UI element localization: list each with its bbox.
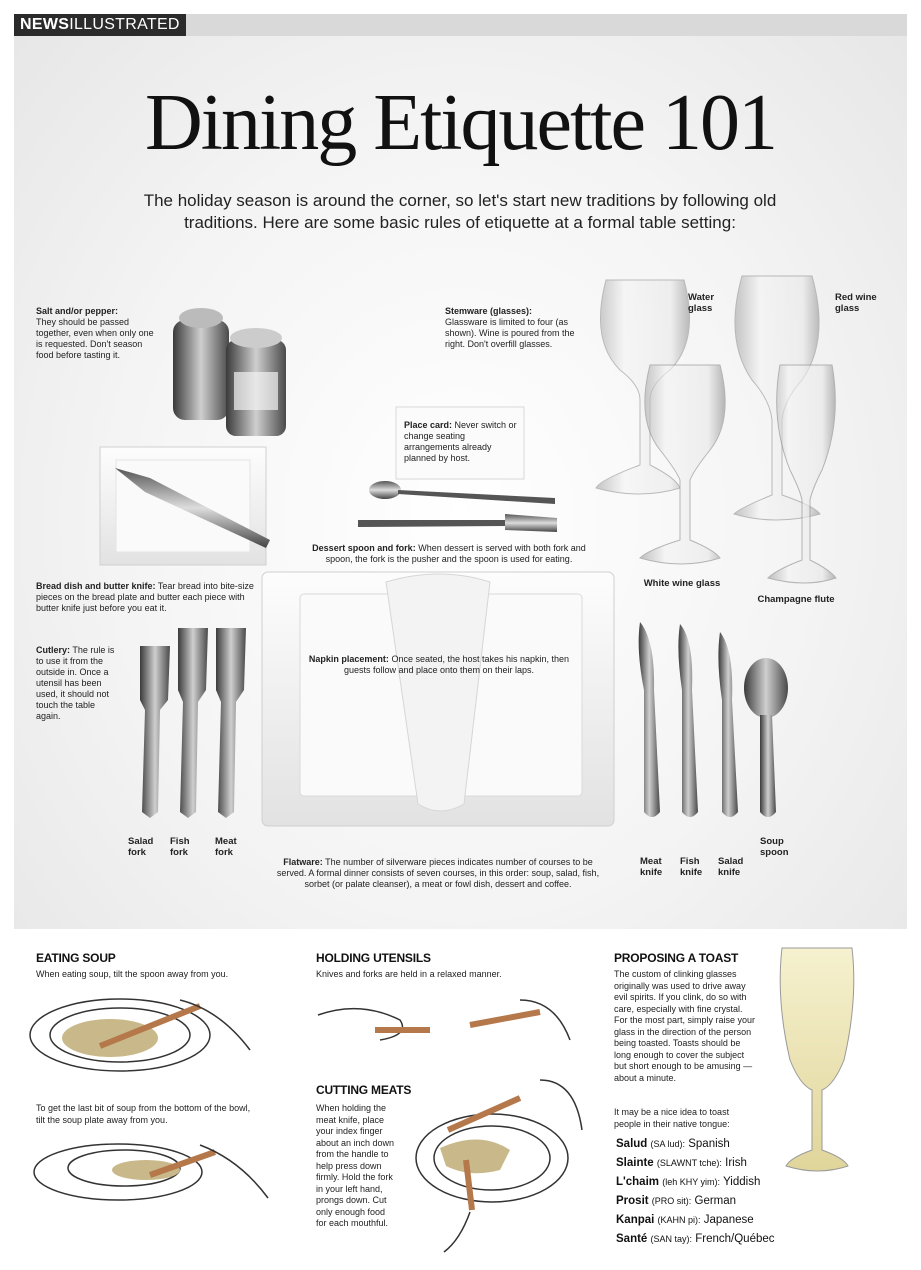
note-place-card: [404, 420, 518, 464]
note-bread: [36, 581, 258, 614]
page-title: Dining Etiquette 101: [144, 79, 776, 167]
label-water-glass: Water glass: [688, 292, 715, 314]
note-body: Once seated, the host takes his napkin, then guests follow and place onto them on their laps.: [343, 654, 570, 675]
dessert-utensils: [358, 481, 557, 532]
label-meat-fork: Meat fork: [215, 836, 237, 858]
note-body: They should be passed together, even when only one is requested. Don't season food before tasting it.: [36, 317, 154, 360]
label-champagne-flute: Champagne flute: [757, 594, 835, 605]
bread-plate: [100, 447, 270, 565]
section-text-toast-1: The custom of clinking glasses originally was used to drive away evil spirits. If you clink, do so with care, especially with fine crystal. For the most part, simply raise your glass in the direction of the person being toasted. Toasts should be long enough to cover the subject but short enough to be amusing — about a minute.: [614, 969, 756, 1083]
note-salt-pepper: [36, 306, 162, 361]
note-cutlery: [36, 645, 116, 722]
holding-utensils-illustration: [318, 1000, 570, 1040]
section-text-eating-soup-2: To get the last bit of soup from the bottom of the bowl, tilt the soup plate away from you.: [36, 1103, 251, 1125]
toast-lang: German: [694, 1195, 737, 1207]
dinner-plates: [262, 572, 614, 826]
note-body: Never switch or change seating arrangements already planned by host.: [404, 420, 517, 463]
note-head: Place card:: [404, 420, 453, 430]
label-white-wine-glass: White wine glass: [643, 578, 721, 589]
section-text-eating-soup-1: When eating soup, tilt the spoon away from you.: [36, 969, 229, 979]
section-title-holding-utensils: HOLDING UTENSILS: [316, 951, 431, 965]
toast-lang: Yiddish: [723, 1176, 761, 1188]
toast-pron: (SAN tay):: [650, 1234, 693, 1244]
note-head: Cutlery:: [36, 645, 71, 655]
toast-word: Santé: [616, 1233, 648, 1245]
note-napkin: [306, 654, 572, 676]
note-head: Flatware:: [283, 857, 323, 867]
eating-soup-illustration: [30, 999, 268, 1200]
label-fish-knife: Fish knife: [680, 856, 703, 878]
note-flatware: [270, 857, 606, 890]
salt-pepper-shakers: [173, 308, 286, 436]
page-subtitle: The holiday season is around the corner, so let's start new traditions by following old traditions. Here are some basic rules of etiquette at a formal table setting:: [143, 191, 777, 232]
toast-word: Salud: [616, 1138, 648, 1150]
toast-lang: French/Québec: [695, 1233, 775, 1245]
stemware-glasses: [596, 276, 836, 583]
toast-pron: (PRO sit):: [651, 1196, 692, 1206]
note-body: Tear bread into bite-size pieces on the bread plate and butter each piece with butter knife just before you eat it.: [36, 581, 254, 613]
label-meat-knife: Meat knife: [640, 856, 663, 878]
toast-pron: (SLAWNT tche):: [656, 1158, 722, 1168]
section-title-eating-soup: EATING SOUP: [36, 951, 116, 965]
toast-champagne-glass: [762, 929, 874, 1179]
section-title-cutting-meats: CUTTING MEATS: [316, 1083, 412, 1097]
note-head: Napkin placement:: [308, 654, 389, 664]
forks: [140, 628, 246, 818]
note-head: Stemware (glasses):: [445, 306, 533, 316]
note-head: Bread dish and butter knife:: [36, 581, 156, 591]
toast-pron: (SA lud):: [650, 1139, 686, 1149]
toast-item: [616, 1138, 730, 1150]
toast-word: Prosit: [616, 1195, 649, 1207]
section-text-cutting-meats: When holding the meat knife, place your index finger about an inch down from the handle to help press down firmly. Hold the fork in your left hand, prongs down. Cut only enough food for each mouthful.: [316, 1103, 395, 1228]
toast-pron: (leh KHY yim):: [662, 1177, 721, 1187]
section-text-holding-utensils: Knives and forks are held in a relaxed manner.: [316, 969, 502, 979]
note-body: When dessert is served with both fork and spoon, the fork is the pusher and the spoon is used for eating.: [325, 543, 586, 564]
toast-lang: Irish: [725, 1157, 747, 1169]
label-fish-fork: Fish fork: [170, 836, 190, 858]
toast-word: Slainte: [616, 1157, 654, 1169]
note-head: Dessert spoon and fork:: [312, 543, 416, 553]
toast-item: [616, 1233, 775, 1245]
note-body: Glassware is limited to four (as shown). Wine is poured from the right. Don't overfill glasses.: [445, 317, 575, 349]
toast-pron: (KAHN pi):: [657, 1215, 701, 1225]
section-text-toast-2: It may be a nice idea to toast people in their native tongue:: [614, 1107, 730, 1129]
toast-word: L'chaim: [616, 1176, 659, 1188]
section-title-proposing-toast: PROPOSING A TOAST: [614, 951, 739, 965]
note-dessert: [308, 543, 590, 565]
masthead-brand-bold: NEWS: [20, 16, 70, 33]
note-head: Salt and/or pepper:: [36, 306, 119, 316]
label-red-wine-glass: Red wine glass: [835, 292, 877, 314]
masthead-brand-light: ILLUSTRATED: [69, 16, 180, 33]
knives-spoon: [639, 622, 788, 817]
label-salad-knife: Salad knife: [718, 856, 744, 878]
cutting-meats-illustration: [416, 1080, 582, 1252]
note-body: The number of silverware pieces indicates number of courses to be served. A formal dinner consists of seven courses, in this order: soup, salad, fish, sorbet (or palate cleanser), a meat or fowl dish, dessert and coffee.: [276, 857, 600, 889]
note-body: The rule is to use it from the outside in. Once a utensil has been used, it should not touch the table again.: [36, 645, 115, 721]
toast-lang: Spanish: [688, 1138, 730, 1150]
toast-item: [616, 1176, 760, 1188]
toast-item: [616, 1195, 736, 1207]
toast-item: [616, 1157, 747, 1169]
toast-item: [616, 1214, 754, 1226]
toast-lang: Japanese: [703, 1214, 754, 1226]
toast-word: Kanpai: [616, 1214, 655, 1226]
label-salad-fork: Salad fork: [128, 836, 154, 858]
label-soup-spoon: Soup spoon: [760, 836, 789, 858]
note-stemware: [445, 306, 585, 350]
